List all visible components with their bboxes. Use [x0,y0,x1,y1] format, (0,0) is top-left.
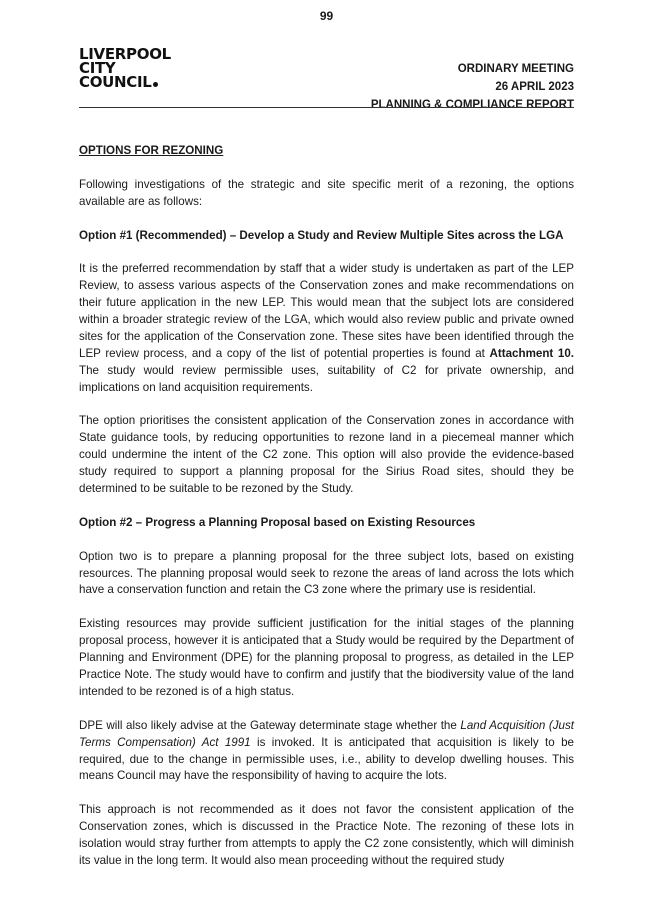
intro-paragraph: Following investigations of the strategic and site specific merit of a rezoning, the options available are as follows: [79,177,574,208]
option-2-p3-text: DPE will also likely advise at the Gateway determinate stage whether the [79,718,461,732]
logo-line-3-wrap [79,75,171,89]
logo-line-1: LIVERPOOL [79,45,171,63]
report-header [371,60,574,114]
page-number: 99 [319,9,334,23]
document-body [79,143,574,887]
option-2-paragraph-3 [79,718,574,786]
attachment-reference: Attachment 10. [489,346,575,360]
option-2-paragraph-1: Option two is to prepare a planning proposal for the three subject lots, based on existing resources. The planning proposal would seek to rezone the areas of land across the lots which have a conservation function and retain the C3 zone where the primary use is residential. [79,549,574,597]
header-divider [79,107,574,108]
option-1-paragraph-2: The option prioritises the consistent application of the Conservation zones in accordance with State guidance tools, by reducing opportunities to rezone land in a piecemeal manner which could undermine the intent of the C2 zone. This option will also provide the evidence-based study required to support a planning proposal for the Sirius Road sites, should they be determined to be suitable to be rezoned by the Study. [79,414,574,496]
option-1-heading: Option #1 (Recommended) – Develop a Study and Review Multiple Sites across the LGA [79,228,564,242]
option-1-paragraph-1 [79,261,574,396]
logo-dot-icon [153,82,158,87]
option-2-paragraph-2: Existing resources may provide sufficient justification for the initial stages of the planning proposal process, however it is anticipated that a Study would be required by the Department of Planning and Environment (DPE) for the planning proposal to progress, as detailed in the LEP Practice Note. The study would have to confirm and justify that the biodiversity value of the land intended to be rezoned is of a high status. [79,617,574,698]
option-2-heading: Option #2 – Progress a Planning Proposal based on Existing Resources [79,515,476,529]
section-heading: OPTIONS FOR REZONING [79,144,224,157]
option-1-p1-text: It is the preferred recommendation by staff that a wider study is undertaken as part of the LEP Review, to assess various aspects of the Conservation zones and make recommendations on their future application in the new LEP. This would mean that the subject lots are considered within a broader strategic review of the LGA, which would also review public and private owned sites for the application of the Conservation zone. These sites have been identified through the LEP review process, and a copy of the list of potential properties is found at [79,262,574,360]
option-2-paragraph-4: This approach is not recommended as it does not favor the consistent application of the Conservation zones, which is discussed in the Practice Note. The rezoning of these lots in isolation would stray further from attempts to apply the C2 zone consistently, which will diminish its value in the long term. It would also mean proceeding without the required study [79,803,574,867]
option-2-p3-text-end: is invoked. It is anticipated that acquisition is likely to be required, due to the change in permissible uses, i.e., ability to develop dwelling houses. This means Council may have the responsibility of having to acquire the lots. [79,735,574,783]
council-logo [79,47,171,89]
option-1-p1-text-end: The study would review permissible uses, suitability of C2 for private ownership, and implications on land acquisition requirements. [79,363,574,394]
logo-line-3: COUNCIL [79,73,152,91]
act-title: Land Acquisition (Just Terms Compensation) Act 1991 [79,718,574,749]
meeting-title: ORDINARY MEETING [457,63,574,75]
meeting-date: 26 APRIL 2023 [495,81,574,93]
report-title: PLANNING & COMPLIANCE REPORT [370,99,574,111]
logo-line-2: CITY [79,59,116,77]
